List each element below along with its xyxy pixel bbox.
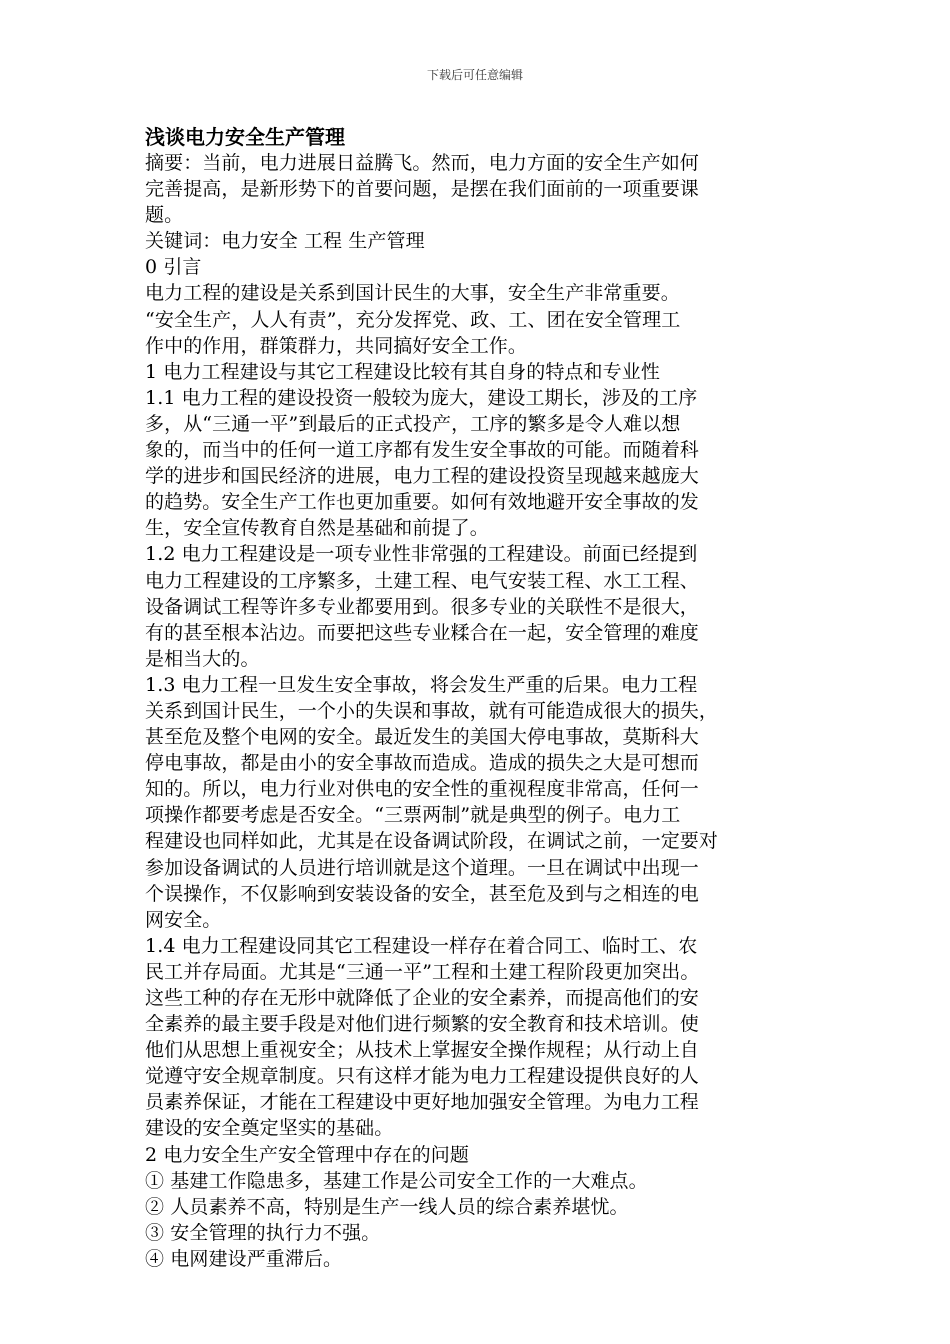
list-item: ② 人员素养不高，特别是生产一线人员的综合素养堪忧。 — [145, 1195, 629, 1218]
section-heading-1: 1 电力工程建设与其它工程建设比较有其自身的特点和专业性 — [145, 360, 660, 383]
intro-paragraph: 电力工程的建设是关系到国计民生的大事，安全生产非常重要。 “安全生产，人人有责”，充分发挥党、政、工、团在安全管理工 作中的作用，群策群力，共同搞好安全工作。 — [145, 282, 681, 357]
keywords-line: 关键词：电力安全 工程 生产管理 — [145, 230, 425, 253]
abstract-paragraph: 摘要：当前，电力进展日益腾飞。然而，电力方面的安全生产如何 完善提高，是新形势下的首要问题，是摆在我们面前的一项重要课 题。 — [145, 152, 699, 227]
document-title: 浅谈电力安全生产管理 — [145, 125, 345, 149]
header-note: 下载后可任意编辑 — [426, 68, 523, 82]
section-heading-2: 2 电力安全生产安全管理中存在的问题 — [145, 1143, 469, 1166]
paragraph-1-1: 1.1 电力工程的建设投资一般较为庞大，建设工期长，涉及的工序 多，从“三通一平”到最后的正式投产，工序的繁多是令人难以想 象的，而当中的任何一道工序都有发生安全事故的可能。而随着科 学的进步和国民经济的进展，电力工程的建设投资呈现越来越庞大 的趋势。安全生产工作也更加重要。如何有效地避开安全事故的发 生，安全宣传教育自然是基础和前提了。 — [145, 386, 699, 540]
paragraph-1-4: 1.4 电力工程建设同其它工程建设一样存在着合同工、临时工、农 民工并存局面。尤其是“三通一平”工程和土建工程阶段更加突出。 这些工种的存在无形中就降低了企业的安全素养，而提高他们的安 全素养的最主要手段是对他们进行频繁的安全教育和技术培训。使 他们从思想上重视安全；从技术上掌握安全操作规程；从行动上自 觉遵守安全规章制度。只有这样才能为电力工程建设提供良好的人 员素养保证，才能在工程建设中更好地加强安全管理。为电力工程 建设的安全奠定坚实的基础。 — [145, 934, 700, 1140]
list-item: ④ 电网建设严重滞后。 — [145, 1247, 343, 1270]
list-item: ① 基建工作隐患多，基建工作是公司安全工作的一大难点。 — [145, 1169, 648, 1192]
section-heading-intro: 0 引言 — [145, 256, 202, 279]
list-item: ③ 安全管理的执行力不强。 — [145, 1221, 381, 1244]
document-body — [145, 124, 825, 1272]
paragraph-1-3: 1.3 电力工程一旦发生安全事故，将会发生严重的后果。电力工程 关系到国计民生，一个小的失误和事故，就有可能造成很大的损失， 甚至危及整个电网的安全。最近发生的美国大停电事故，莫斯科大 停电事故，都是由小的安全事故而造成。造成的损失之大是可想而 知的。所以，电力行业对供电的安全性的重视程度非常高，任何一 项操作都要考虑是否安全。“三票两制”就是典型的例子。电力工 程建设也同样如此，尤其是在设备调试阶段，在调试之前，一定要对 参加设备调试的人员进行培训就是这个道理。一旦在调试中出现一 个误操作，不仅影响到安装设备的安全，甚至危及到与之相连的电 网安全。 — [145, 673, 719, 931]
paragraph-1-2: 1.2 电力工程建设是一项专业性非常强的工程建设。前面已经提到 电力工程建设的工序繁多，土建工程、电气安装工程、水工工程、 设备调试工程等许多专业都要用到。很多专业的关联性不是很大， 有的甚至根本沾边。而要把这些专业糅合在一起，安全管理的难度 是相当大的。 — [145, 543, 699, 670]
